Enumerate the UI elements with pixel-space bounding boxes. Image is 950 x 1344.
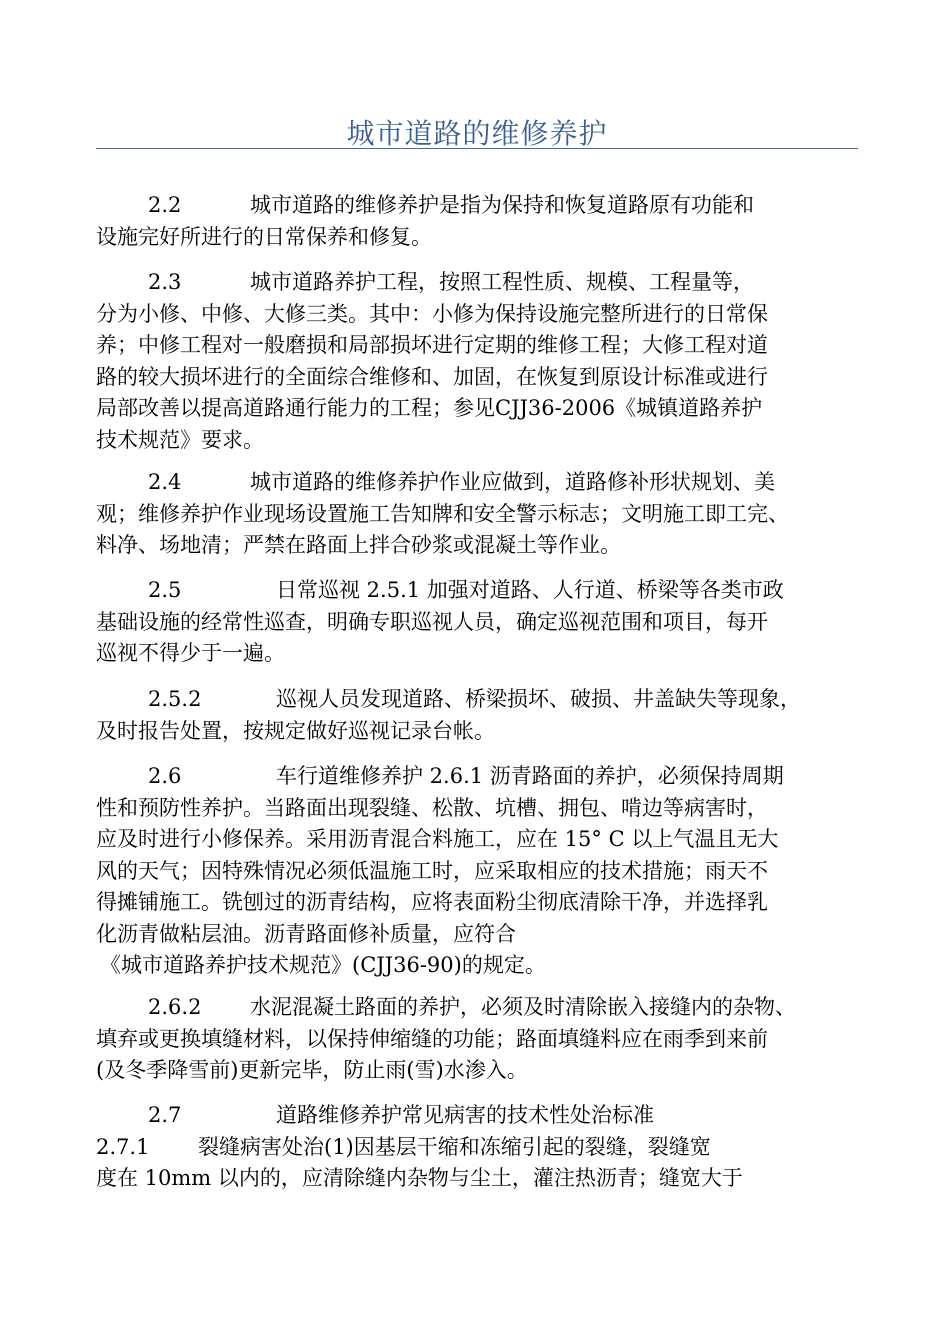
paragraph-line: 城市道路的维修养护是指为保持和恢复道路原有功能和 <box>250 193 754 217</box>
paragraph-line: 化沥青做粘层油。沥青路面修补质量，应符合 <box>96 921 516 946</box>
paragraph-line: 道路维修养护常见病害的技术性处治标准 <box>276 1103 654 1127</box>
section-number: 2.4 <box>148 470 182 494</box>
paragraph-line: 基础设施的经常性巡查，明确专职巡视人员，确定巡视范围和项目，每开 <box>96 609 768 634</box>
section-number: 2.5 <box>148 578 182 602</box>
section-number: 2.7.1 <box>96 1134 150 1159</box>
paragraph-line: 路的较大损坏进行的全面综合维修和、加固，在恢复到原设计标准或进行 <box>96 364 768 389</box>
paragraph-line: 性和预防性养护。当路面出现裂缝、松散、坑槽、拥包、啃边等病害时， <box>96 795 768 820</box>
section-2-6-2 <box>96 992 866 1087</box>
section-2-2 <box>96 190 866 253</box>
section-2-5 <box>96 575 866 670</box>
paragraph-line: 巡视人员发现道路、桥梁损坏、破损、井盖缺失等现象， <box>276 687 801 711</box>
section-2-5-2 <box>96 684 866 747</box>
section-2-7 <box>96 1100 866 1195</box>
title-divider <box>96 148 858 149</box>
paragraph-line: 设施完好所进行的日常保养和修复。 <box>96 224 432 249</box>
paragraph-line: 应及时进行小修保养。采用沥青混合料施工，应在 15° C 以上气温且无大 <box>96 827 779 851</box>
paragraph-line: 车行道维修养护 2.6.1 沥青路面的养护，必须保持周期 <box>276 764 784 788</box>
paragraph-line: 裂缝病害处治(1)因基层干缩和冻缩引起的裂缝，裂缝宽 <box>198 1134 711 1159</box>
paragraph-line: 局部改善以提高道路通行能力的工程；参见CJJ36-2006《城镇道路养护 <box>96 396 763 420</box>
section-number: 2.5.2 <box>148 687 202 711</box>
section-number: 2.6.2 <box>148 995 202 1019</box>
section-number: 2.6 <box>148 764 182 788</box>
paragraph-line: 水泥混凝土路面的养护，必须及时清除嵌入接缝内的杂物、 <box>250 995 796 1019</box>
section-2-6 <box>96 761 866 982</box>
paragraph-line: 城市道路养护工程，按照工程性质、规模、工程量等， <box>250 270 754 294</box>
section-number: 2.2 <box>148 193 182 217</box>
section-2-3 <box>96 267 866 456</box>
paragraph-line: (及冬季降雪前)更新完毕，防止雨(雪)水渗入。 <box>96 1058 528 1082</box>
paragraph-line: 分为小修、中修、大修三类。其中：小修为保持设施完整所进行的日常保 <box>96 301 768 326</box>
paragraph-line: 得摊铺施工。铣刨过的沥青结构，应将表面粉尘彻底清除干净，并选择乳 <box>96 890 768 914</box>
paragraph-line: 风的天气；因特殊情况必须低温施工时，应采取相应的技术措施；雨天不 <box>96 858 768 883</box>
paragraph-line: 巡视不得少于一遍。 <box>96 641 285 665</box>
paragraph-line: 观；维修养护作业现场设置施工告知牌和安全警示标志；文明施工即工完、 <box>96 501 789 526</box>
paragraph-line: 填弃或更换填缝材料，以保持伸缩缝的功能；路面填缝料应在雨季到来前 <box>96 1026 768 1051</box>
section-number: 2.7 <box>148 1103 182 1127</box>
paragraph-line: 料净、场地清；严禁在路面上拌合砂浆或混凝土等作业。 <box>96 533 621 557</box>
paragraph-line: 《城市道路养护技术规范》(CJJ36-90)的规定。 <box>100 953 546 977</box>
paragraph-line: 度在 10mm 以内的，应清除缝内杂物与尘土，灌注热沥青；缝宽大于 <box>96 1166 743 1190</box>
paragraph-line: 技术规范》要求。 <box>96 427 264 452</box>
page-title: 城市道路的维修养护 <box>346 117 608 150</box>
paragraph-line: 城市道路的维修养护作业应做到，道路修补形状规划、美 <box>250 470 775 494</box>
paragraph-line: 日常巡视 2.5.1 加强对道路、人行道、桥梁等各类市政 <box>276 578 784 602</box>
paragraph-line: 及时报告处置，按规定做好巡视记录台帐。 <box>96 718 495 743</box>
section-number: 2.3 <box>148 270 182 294</box>
paragraph-line: 养；中修工程对一般磨损和局部损坏进行定期的维修工程；大修工程对道 <box>96 333 768 357</box>
section-2-4 <box>96 467 866 562</box>
